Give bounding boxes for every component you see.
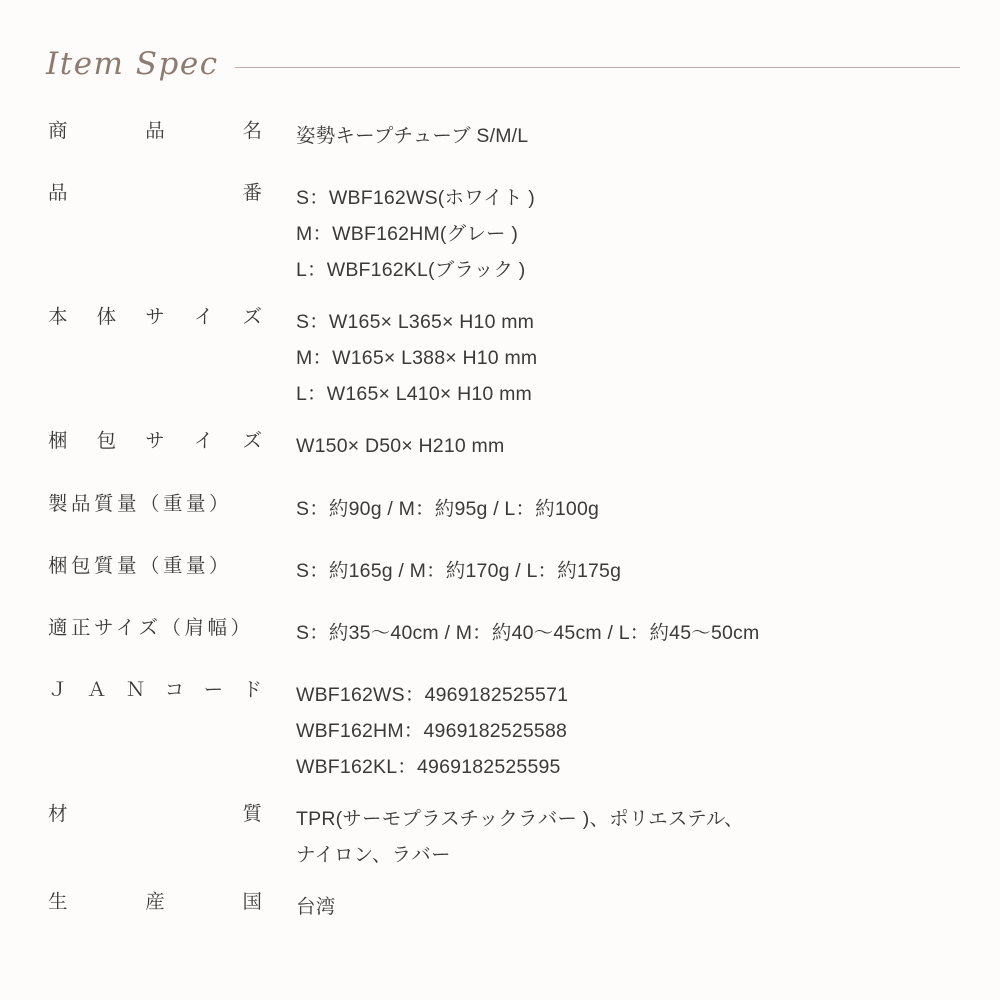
spec-row-label [40,180,296,304]
spec-row [40,553,960,615]
spec-row [40,491,960,553]
spec-label-text: 製品質量（重量） [48,492,233,515]
spec-value-line: S：約90g / M：約95g / L：約100g [296,497,600,520]
spec-label-text: 生 産 国 [48,891,262,913]
spec-row-label [40,801,296,889]
spec-row-label [40,428,296,490]
spec-row [40,615,960,677]
spec-row-label [40,889,296,951]
spec-value-line: WBF162WS：4969182525571 [296,683,569,706]
spec-row-label [40,304,296,428]
spec-row-value [296,889,960,951]
spec-label-text: 品 番 [48,182,262,205]
spec-row-value [296,491,960,553]
spec-row [40,428,960,490]
spec-value-line: L：W165× L410× H10 mm [296,383,532,406]
spec-value-line: TPR(サーモプラスチックラバー )、ポリエステル、 [296,807,744,830]
spec-row [40,801,960,889]
spec-row-value [296,615,960,677]
spec-value-line: S：W165× L365× H10 mm [296,311,535,334]
spec-row-value [296,553,960,615]
spec-label-text: 梱包質量（重量） [48,554,233,577]
spec-row-value [296,118,960,180]
spec-value-line: L：WBF162KL(ブラック ) [296,259,526,282]
spec-row-label [40,553,296,615]
section-header [40,46,960,82]
spec-row-value [296,180,960,304]
spec-row-value [296,428,960,490]
spec-value-line: WBF162HM：4969182525588 [296,719,568,742]
spec-label-text: 材 質 [48,802,262,825]
spec-value-line: ナイロン、ラバー [296,843,451,866]
spec-row-label [40,118,296,180]
spec-row-value [296,304,960,428]
spec-label-text: 本 体 サ イ ズ [48,306,262,329]
spec-value-line: W150× D50× H210 mm [296,435,505,458]
spec-value-line: S：約165g / M：約170g / L：約175g [296,559,622,582]
spec-label-text: 適正サイズ（肩幅） [48,616,254,639]
spec-row-label [40,677,296,801]
spec-row-value [296,801,960,889]
spec-row [40,180,960,304]
spec-row-label [40,615,296,677]
spec-label-text: Ｊ Ａ Ｎ コ ー ド [48,678,262,701]
spec-row [40,677,960,801]
spec-value-line: 台湾 [296,896,336,918]
spec-row [40,304,960,428]
spec-row [40,889,960,951]
spec-row [40,118,960,180]
header-divider [235,67,960,68]
spec-row-label [40,491,296,553]
spec-value-line: M：WBF162HM(グレー ) [296,223,519,246]
spec-table-body [40,118,960,951]
spec-value-line: M：W165× L388× H10 mm [296,347,538,370]
spec-label-text: 商 品 名 [48,120,262,142]
spec-value-line: WBF162KL：4969182525595 [296,755,561,778]
page-title: Item Spec [46,46,219,82]
spec-label-text: 梱 包 サ イ ズ [48,430,262,453]
spec-value-line: S：WBF162WS(ホワイト ) [296,187,535,210]
spec-row-value [296,677,960,801]
spec-value-line: S：約35〜40cm / M：約40〜45cm / L：約45〜50cm [296,621,760,644]
spec-table [40,118,960,951]
spec-value-line: 姿勢キープチューブ S/M/L [296,125,529,147]
